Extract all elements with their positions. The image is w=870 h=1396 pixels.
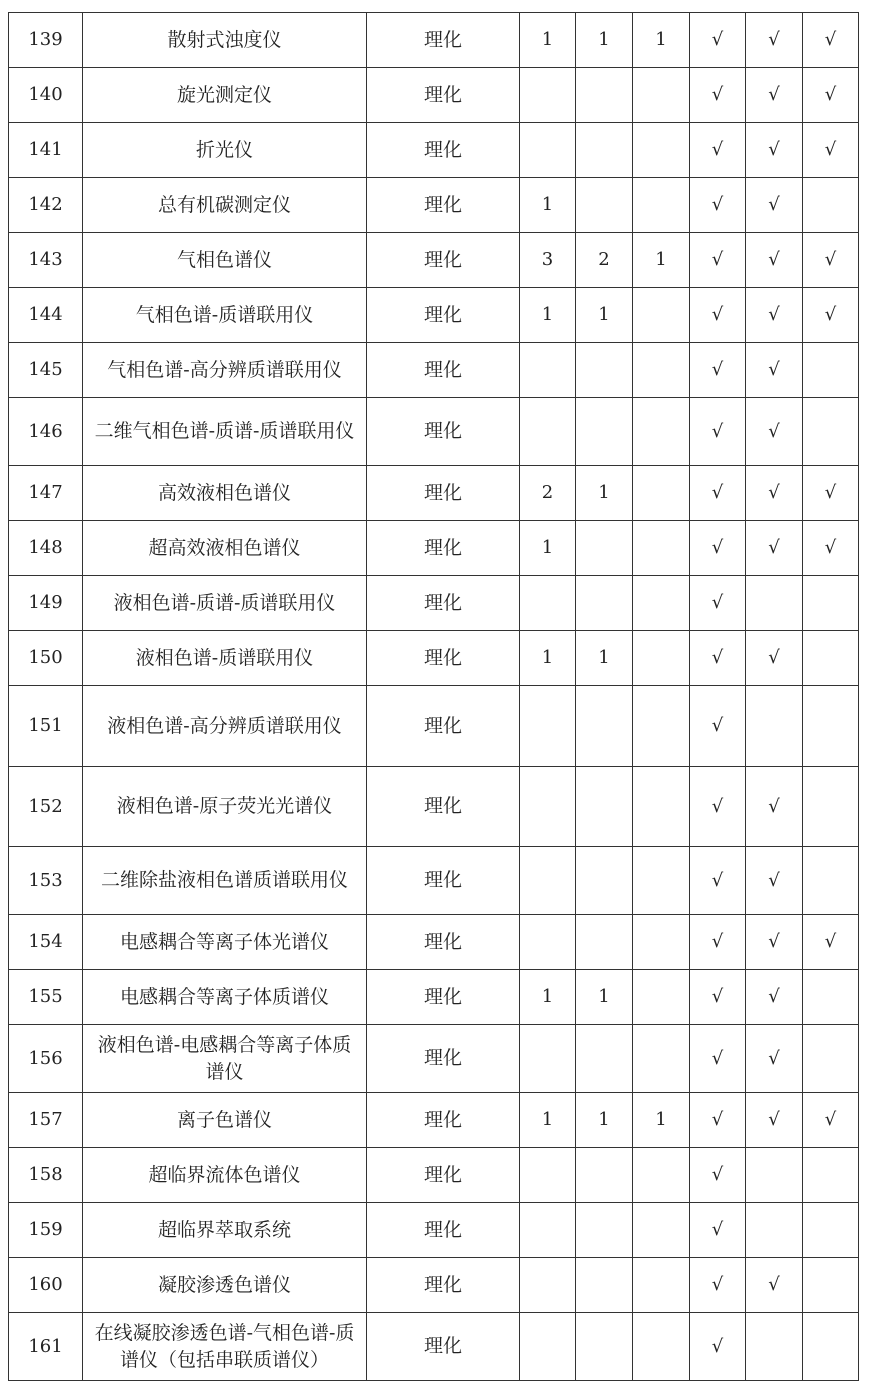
check-col-3	[803, 1203, 859, 1258]
check-col-1: √	[690, 398, 746, 466]
check-col-2	[746, 1203, 803, 1258]
check-col-1: √	[690, 1203, 746, 1258]
check-col-1: √	[690, 1025, 746, 1093]
instrument-name: 气相色谱仪	[83, 233, 367, 288]
count-col-1	[520, 1148, 576, 1203]
count-col-2	[576, 915, 633, 970]
count-col-2	[576, 767, 633, 847]
count-col-3	[633, 521, 690, 576]
check-col-1: √	[690, 576, 746, 631]
count-col-2: 1	[576, 288, 633, 343]
instrument-name: 总有机碳测定仪	[83, 178, 367, 233]
check-col-3: √	[803, 288, 859, 343]
row-number: 156	[9, 1025, 83, 1093]
instrument-name: 在线凝胶渗透色谱-气相色谱-质谱仪（包括串联质谱仪）	[83, 1313, 367, 1381]
count-col-2: 1	[576, 631, 633, 686]
row-number: 161	[9, 1313, 83, 1381]
check-col-2: √	[746, 767, 803, 847]
check-col-3: √	[803, 1093, 859, 1148]
check-col-1: √	[690, 970, 746, 1025]
category: 理化	[367, 521, 520, 576]
check-col-2: √	[746, 1025, 803, 1093]
row-number: 153	[9, 847, 83, 915]
table-row	[9, 123, 859, 178]
instrument-name: 电感耦合等离子体质谱仪	[83, 970, 367, 1025]
instrument-name: 液相色谱-原子荧光光谱仪	[83, 767, 367, 847]
row-number: 154	[9, 915, 83, 970]
count-col-3: 1	[633, 1093, 690, 1148]
count-col-3	[633, 686, 690, 767]
count-col-3	[633, 466, 690, 521]
check-col-1: √	[690, 13, 746, 68]
instrument-name: 散射式浊度仪	[83, 13, 367, 68]
count-col-2: 1	[576, 13, 633, 68]
check-col-2: √	[746, 915, 803, 970]
count-col-1	[520, 847, 576, 915]
check-col-3: √	[803, 123, 859, 178]
table-row	[9, 631, 859, 686]
check-col-1: √	[690, 521, 746, 576]
check-col-3	[803, 767, 859, 847]
count-col-3	[633, 767, 690, 847]
check-col-2	[746, 576, 803, 631]
count-col-1	[520, 576, 576, 631]
count-col-3	[633, 68, 690, 123]
check-col-3	[803, 178, 859, 233]
count-col-3: 1	[633, 233, 690, 288]
instrument-name: 旋光测定仪	[83, 68, 367, 123]
category: 理化	[367, 1093, 520, 1148]
check-col-2	[746, 686, 803, 767]
table-row	[9, 13, 859, 68]
category: 理化	[367, 1025, 520, 1093]
row-number: 151	[9, 686, 83, 767]
count-col-1	[520, 68, 576, 123]
table-row	[9, 398, 859, 466]
check-col-3	[803, 847, 859, 915]
table-row	[9, 1313, 859, 1381]
table-row	[9, 466, 859, 521]
category: 理化	[367, 343, 520, 398]
count-col-1: 1	[520, 178, 576, 233]
count-col-3	[633, 178, 690, 233]
check-col-1: √	[690, 68, 746, 123]
row-number: 145	[9, 343, 83, 398]
table-row	[9, 1203, 859, 1258]
check-col-1: √	[690, 466, 746, 521]
row-number: 146	[9, 398, 83, 466]
table-row	[9, 343, 859, 398]
check-col-1: √	[690, 343, 746, 398]
check-col-3	[803, 1148, 859, 1203]
instrument-name: 电感耦合等离子体光谱仪	[83, 915, 367, 970]
count-col-3	[633, 398, 690, 466]
count-col-2	[576, 521, 633, 576]
category: 理化	[367, 767, 520, 847]
table-row	[9, 178, 859, 233]
category: 理化	[367, 398, 520, 466]
row-number: 139	[9, 13, 83, 68]
check-col-2: √	[746, 343, 803, 398]
instrument-name: 气相色谱-高分辨质谱联用仪	[83, 343, 367, 398]
row-number: 157	[9, 1093, 83, 1148]
instrument-name: 离子色谱仪	[83, 1093, 367, 1148]
row-number: 160	[9, 1258, 83, 1313]
table-row	[9, 1025, 859, 1093]
check-col-2: √	[746, 288, 803, 343]
count-col-1: 1	[520, 631, 576, 686]
count-col-3	[633, 1313, 690, 1381]
row-number: 159	[9, 1203, 83, 1258]
count-col-1: 1	[520, 970, 576, 1025]
count-col-3	[633, 343, 690, 398]
count-col-3	[633, 631, 690, 686]
count-col-2	[576, 1203, 633, 1258]
check-col-3: √	[803, 233, 859, 288]
check-col-1: √	[690, 178, 746, 233]
table-row	[9, 970, 859, 1025]
check-col-1: √	[690, 767, 746, 847]
count-col-1	[520, 915, 576, 970]
count-col-2	[576, 398, 633, 466]
category: 理化	[367, 466, 520, 521]
instrument-name: 超高效液相色谱仪	[83, 521, 367, 576]
instrument-name: 液相色谱-电感耦合等离子体质谱仪	[83, 1025, 367, 1093]
instrument-name: 液相色谱-质谱联用仪	[83, 631, 367, 686]
count-col-1	[520, 1313, 576, 1381]
count-col-1: 3	[520, 233, 576, 288]
check-col-2: √	[746, 1093, 803, 1148]
count-col-1	[520, 767, 576, 847]
check-col-2	[746, 1313, 803, 1381]
category: 理化	[367, 13, 520, 68]
row-number: 144	[9, 288, 83, 343]
check-col-3: √	[803, 68, 859, 123]
check-col-3: √	[803, 466, 859, 521]
count-col-3	[633, 576, 690, 631]
category: 理化	[367, 1148, 520, 1203]
instrument-name: 超临界萃取系统	[83, 1203, 367, 1258]
category: 理化	[367, 178, 520, 233]
count-col-1	[520, 398, 576, 466]
count-col-1: 1	[520, 13, 576, 68]
check-col-2: √	[746, 398, 803, 466]
table-row	[9, 576, 859, 631]
check-col-2: √	[746, 123, 803, 178]
row-number: 143	[9, 233, 83, 288]
check-col-2: √	[746, 1258, 803, 1313]
table-row	[9, 68, 859, 123]
table-row	[9, 233, 859, 288]
row-number: 142	[9, 178, 83, 233]
check-col-3	[803, 1025, 859, 1093]
check-col-2: √	[746, 178, 803, 233]
count-col-2	[576, 1313, 633, 1381]
check-col-3	[803, 1313, 859, 1381]
count-col-3	[633, 1258, 690, 1313]
check-col-2	[746, 1148, 803, 1203]
row-number: 147	[9, 466, 83, 521]
count-col-2	[576, 686, 633, 767]
check-col-3	[803, 398, 859, 466]
check-col-3: √	[803, 915, 859, 970]
row-number: 149	[9, 576, 83, 631]
check-col-1: √	[690, 847, 746, 915]
count-col-1	[520, 1258, 576, 1313]
count-col-2	[576, 1148, 633, 1203]
count-col-2	[576, 1258, 633, 1313]
count-col-2: 1	[576, 1093, 633, 1148]
row-number: 150	[9, 631, 83, 686]
category: 理化	[367, 1313, 520, 1381]
count-col-1	[520, 343, 576, 398]
check-col-2: √	[746, 847, 803, 915]
count-col-1	[520, 123, 576, 178]
table-row	[9, 521, 859, 576]
count-col-1: 2	[520, 466, 576, 521]
count-col-3	[633, 1203, 690, 1258]
count-col-2: 1	[576, 466, 633, 521]
count-col-3	[633, 970, 690, 1025]
count-col-3	[633, 288, 690, 343]
check-col-2: √	[746, 970, 803, 1025]
instrument-name: 二维除盐液相色谱质谱联用仪	[83, 847, 367, 915]
instrument-name: 液相色谱-质谱-质谱联用仪	[83, 576, 367, 631]
category: 理化	[367, 970, 520, 1025]
check-col-1: √	[690, 1148, 746, 1203]
table-row	[9, 915, 859, 970]
table-row	[9, 288, 859, 343]
count-col-2	[576, 178, 633, 233]
check-col-1: √	[690, 233, 746, 288]
check-col-1: √	[690, 1313, 746, 1381]
category: 理化	[367, 233, 520, 288]
check-col-1: √	[690, 123, 746, 178]
row-number: 158	[9, 1148, 83, 1203]
row-number: 152	[9, 767, 83, 847]
count-col-1	[520, 1025, 576, 1093]
count-col-2	[576, 1025, 633, 1093]
category: 理化	[367, 915, 520, 970]
instrument-table	[8, 12, 859, 1381]
count-col-1: 1	[520, 1093, 576, 1148]
count-col-1: 1	[520, 521, 576, 576]
category: 理化	[367, 686, 520, 767]
category: 理化	[367, 1203, 520, 1258]
check-col-2: √	[746, 68, 803, 123]
category: 理化	[367, 847, 520, 915]
table-row	[9, 686, 859, 767]
row-number: 140	[9, 68, 83, 123]
row-number: 141	[9, 123, 83, 178]
check-col-1: √	[690, 1093, 746, 1148]
table-row	[9, 767, 859, 847]
check-col-3	[803, 686, 859, 767]
check-col-3	[803, 343, 859, 398]
instrument-name: 凝胶渗透色谱仪	[83, 1258, 367, 1313]
count-col-2: 1	[576, 970, 633, 1025]
check-col-2: √	[746, 233, 803, 288]
check-col-2: √	[746, 466, 803, 521]
document-page	[8, 12, 859, 1381]
count-col-2	[576, 123, 633, 178]
table-row	[9, 1258, 859, 1313]
category: 理化	[367, 123, 520, 178]
check-col-2: √	[746, 521, 803, 576]
check-col-3: √	[803, 521, 859, 576]
table-body	[9, 13, 859, 1381]
instrument-name: 超临界流体色谱仪	[83, 1148, 367, 1203]
row-number: 148	[9, 521, 83, 576]
count-col-1	[520, 686, 576, 767]
count-col-3	[633, 847, 690, 915]
count-col-2	[576, 576, 633, 631]
check-col-1: √	[690, 915, 746, 970]
category: 理化	[367, 68, 520, 123]
check-col-1: √	[690, 1258, 746, 1313]
check-col-1: √	[690, 631, 746, 686]
count-col-1	[520, 1203, 576, 1258]
category: 理化	[367, 576, 520, 631]
instrument-name: 高效液相色谱仪	[83, 466, 367, 521]
row-number: 155	[9, 970, 83, 1025]
table-row	[9, 1093, 859, 1148]
table-row	[9, 1148, 859, 1203]
instrument-name: 液相色谱-高分辨质谱联用仪	[83, 686, 367, 767]
check-col-1: √	[690, 288, 746, 343]
count-col-3: 1	[633, 13, 690, 68]
check-col-3	[803, 1258, 859, 1313]
check-col-3	[803, 576, 859, 631]
category: 理化	[367, 1258, 520, 1313]
check-col-2: √	[746, 631, 803, 686]
count-col-2	[576, 68, 633, 123]
check-col-3	[803, 631, 859, 686]
check-col-3: √	[803, 13, 859, 68]
category: 理化	[367, 288, 520, 343]
count-col-2	[576, 343, 633, 398]
table-row	[9, 847, 859, 915]
count-col-3	[633, 123, 690, 178]
instrument-name: 折光仪	[83, 123, 367, 178]
count-col-1: 1	[520, 288, 576, 343]
count-col-3	[633, 915, 690, 970]
check-col-3	[803, 970, 859, 1025]
check-col-2: √	[746, 13, 803, 68]
instrument-name: 气相色谱-质谱联用仪	[83, 288, 367, 343]
check-col-1: √	[690, 686, 746, 767]
count-col-3	[633, 1025, 690, 1093]
count-col-2	[576, 847, 633, 915]
count-col-2: 2	[576, 233, 633, 288]
count-col-3	[633, 1148, 690, 1203]
category: 理化	[367, 631, 520, 686]
instrument-name: 二维气相色谱-质谱-质谱联用仪	[83, 398, 367, 466]
